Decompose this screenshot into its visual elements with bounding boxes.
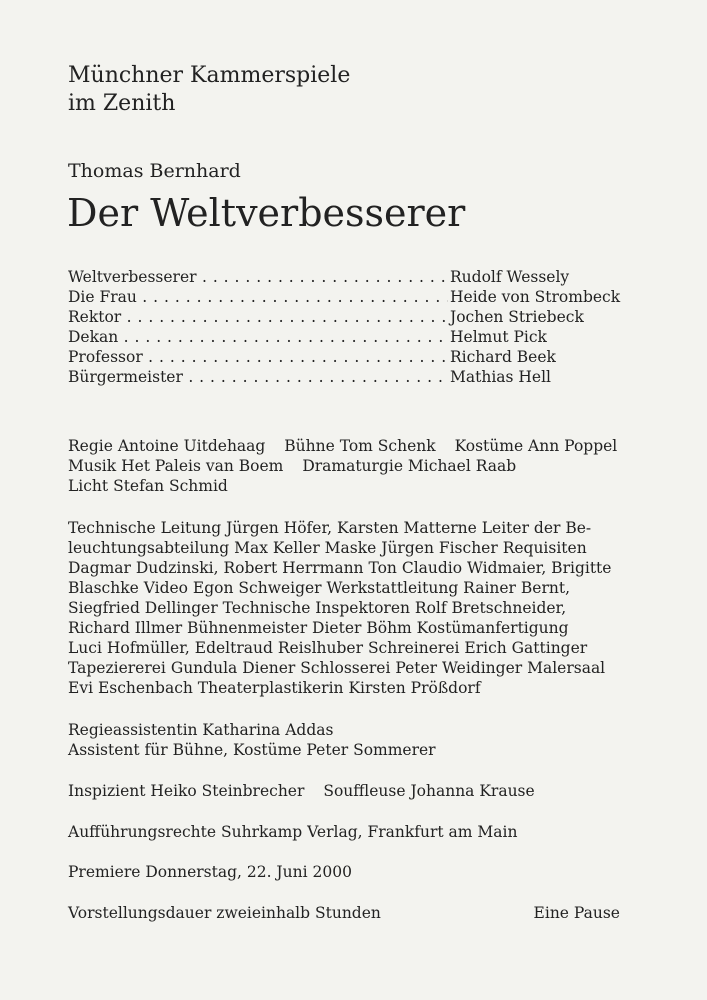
credits-line (68, 456, 620, 476)
cast-list (68, 267, 628, 387)
credit-musik: Musik Het Paleis van Boem (68, 457, 284, 475)
credit-buehne: Bühne Tom Schenk (284, 437, 436, 455)
inspizient: Inspizient Heiko Steinbrecher (68, 782, 305, 800)
main-credits (68, 436, 620, 496)
cast-row (68, 287, 628, 307)
cast-actor: Helmut Pick (450, 328, 547, 346)
credits-line (68, 476, 620, 496)
credit-licht: Licht Stefan Schmid (68, 477, 228, 495)
play-title: Der Weltverbesserer (67, 191, 466, 235)
technical-credit-line: Tapeziererei Gundula Diener Schlosserei Peter Weidinger Malersaal (68, 659, 606, 677)
cast-actor: Rudolf Wessely (450, 268, 570, 286)
author: Thomas Bernhard (68, 160, 241, 182)
technical-credit-line: Richard Illmer Bühnenmeister Dieter Böhm Kostümanfertigung (68, 619, 569, 637)
duration-line (68, 903, 620, 923)
credit-regie: Regie Antoine Uitdehaag (68, 437, 266, 455)
cast-row (68, 347, 628, 367)
cast-role: Die Frau . . . (68, 287, 448, 307)
cast-actor: Mathias Hell (450, 368, 552, 386)
rights: Aufführungsrechte Suhrkamp Verlag, Frankfurt am Main (68, 823, 518, 841)
inspizient-line (68, 781, 620, 801)
credit-dramaturgie: Dramaturgie Michael Raab (302, 457, 517, 475)
venue (68, 62, 350, 118)
cast-role: Weltverbesserer . . . (68, 267, 448, 287)
cast-role: Bürgermeister . . . (68, 367, 448, 387)
technical-credit-line: leuchtungsabteilung Max Keller Maske Jürgen Fischer Requisiten (68, 539, 587, 557)
duration: Vorstellungsdauer zweieinhalb Stunden (68, 904, 381, 922)
venue-line-2: im Zenith (68, 91, 176, 116)
assistants (68, 720, 620, 760)
technical-credit-line: Luci Hofmüller, Edeltraud Reislhuber Schreinerei Erich Gattinger (68, 639, 588, 657)
technical-credit-line: Blaschke Video Egon Schweiger Werkstattleitung Rainer Bernt, (68, 579, 571, 597)
cast-role: Rektor . . . (68, 307, 448, 327)
technical-credit-line: Dagmar Dudzinski, Robert Herrmann Ton Claudio Widmaier, Brigitte (68, 559, 612, 577)
pause: Eine Pause (533, 904, 620, 922)
cast-actor: Jochen Striebeck (450, 308, 584, 326)
technical-credit-line: Evi Eschenbach Theaterplastikerin Kirsten Prößdorf (68, 679, 481, 697)
venue-line-1: Münchner Kammerspiele (68, 63, 351, 88)
cast-row (68, 307, 628, 327)
cast-actor: Heide von Strombeck (450, 288, 621, 306)
cast-row (68, 267, 628, 287)
cast-row (68, 327, 628, 347)
credits-line (68, 436, 620, 456)
credit-kostueme: Kostüme Ann Poppel (454, 437, 618, 455)
technical-credit-line: Siegfried Dellinger Technische Inspektoren Rolf Bretschneider, (68, 599, 567, 617)
technical-credit-line: Technische Leitung Jürgen Höfer, Karsten Matterne Leiter der Be- (68, 519, 592, 537)
cast-actor: Richard Beek (450, 348, 556, 366)
premiere: Premiere Donnerstag, 22. Juni 2000 (68, 863, 352, 881)
cast-row (68, 367, 628, 387)
assistent-buehne: Assistent für Bühne, Kostüme Peter Sommerer (68, 741, 436, 759)
regieassistentin: Regieassistentin Katharina Addas (68, 721, 334, 739)
cast-role: Dekan . . . (68, 327, 448, 347)
souffleuse: Souffleuse Johanna Krause (323, 782, 535, 800)
cast-role: Professor . . . (68, 347, 448, 367)
technical-credits (68, 518, 620, 698)
